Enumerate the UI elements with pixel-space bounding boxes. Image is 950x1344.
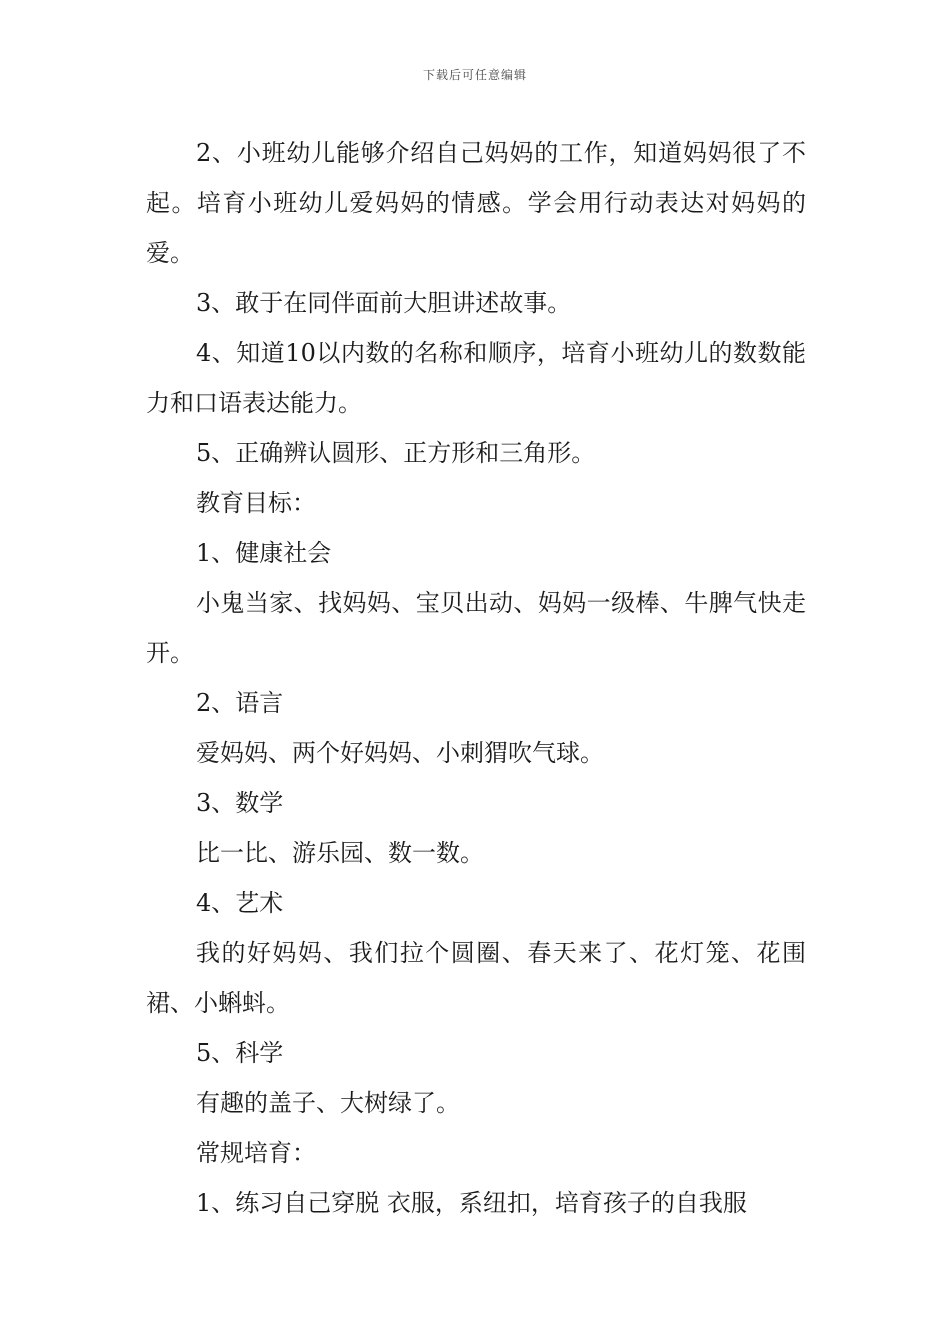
subheading-science: 5、科学 bbox=[196, 1039, 284, 1067]
paragraph-goal-5: 5、正确辨认圆形、正方形和三角形。 bbox=[196, 439, 596, 467]
section-heading-routine-training: 常规培育： bbox=[196, 1139, 316, 1167]
section-heading-education-goals: 教育目标： bbox=[196, 489, 316, 517]
paragraph-art-items: 我的好妈妈、我们拉个圆圈、春天来了、花灯笼、花围裙、小蝌蚪。 bbox=[146, 939, 806, 1017]
paragraph-health-society-items: 小鬼当家、找妈妈、宝贝出动、妈妈一级棒、牛脾气快走开。 bbox=[146, 589, 806, 667]
subheading-health-society: 1、健康社会 bbox=[196, 539, 332, 567]
page-header: 下载后可任意编辑 bbox=[422, 68, 527, 82]
paragraph-language-items: 爱妈妈、两个好妈妈、小刺猬吹气球。 bbox=[196, 739, 604, 767]
paragraph-goal-2: 2、小班幼儿能够介绍自己妈妈的工作，知道妈妈很了不起。培育小班幼儿爱妈妈的情感。学会用行动表达对妈妈的爱。 bbox=[146, 139, 806, 267]
paragraph-math-items: 比一比、游乐园、数一数。 bbox=[196, 839, 484, 867]
paragraph-goal-3: 3、敢于在同伴面前大胆讲述故事。 bbox=[196, 289, 572, 317]
paragraph-routine-1: 1、练习自己穿脱 衣服，系纽扣，培育孩子的自我服 bbox=[196, 1189, 747, 1217]
paragraph-science-items: 有趣的盖子、大树绿了。 bbox=[196, 1089, 460, 1117]
document-body bbox=[146, 128, 806, 1228]
subheading-art: 4、艺术 bbox=[196, 889, 284, 917]
paragraph-goal-4: 4、知道10以内数的名称和顺序，培育小班幼儿的数数能力和口语表达能力。 bbox=[146, 339, 806, 417]
subheading-language: 2、语言 bbox=[196, 689, 284, 717]
subheading-math: 3、数学 bbox=[196, 789, 284, 817]
